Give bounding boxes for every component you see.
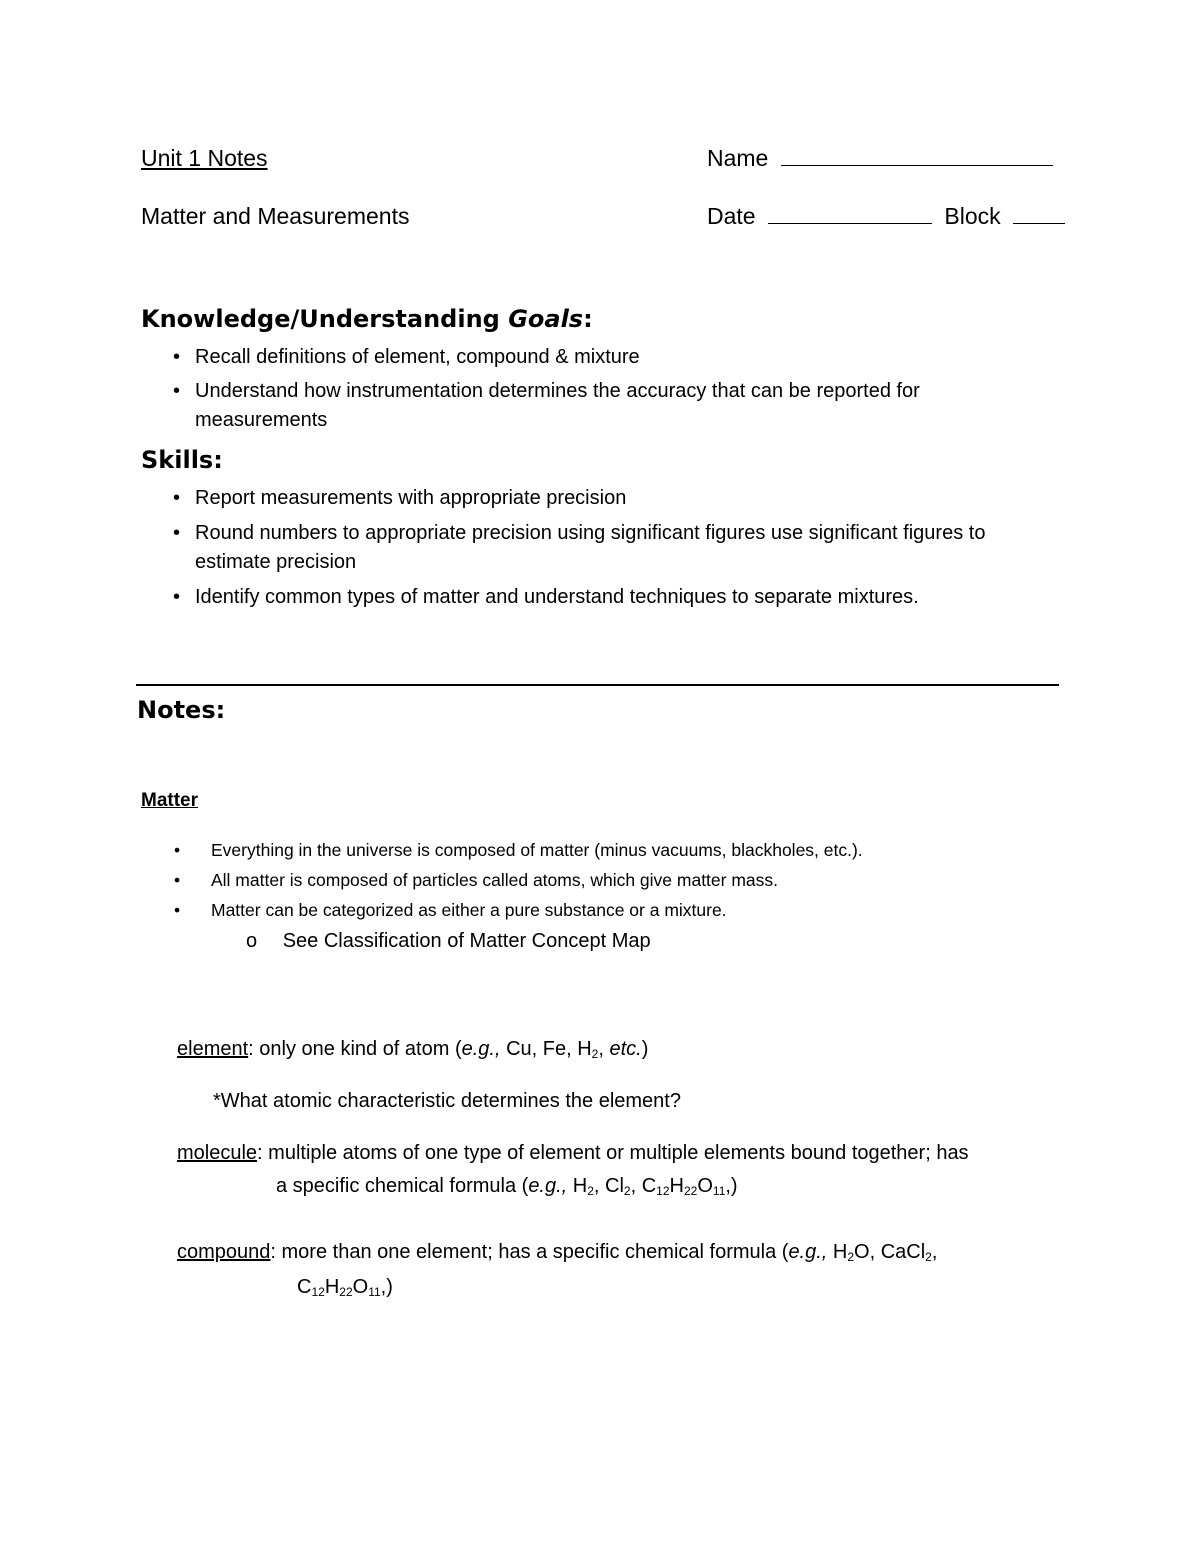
list-item: • Understand how instrumentation determines the accuracy that can be reported for xyxy=(0,377,1200,406)
molecule-term: molecule xyxy=(177,1142,258,1164)
list-item: • Round numbers to appropriate precision using significant figures use significant figures to xyxy=(0,519,1200,548)
list-item-continuation: estimate precision xyxy=(195,551,357,573)
matter-heading: Matter xyxy=(141,790,199,811)
list-item-continuation: measurements xyxy=(195,409,328,431)
bullet-icon: • xyxy=(173,522,181,544)
date-block-field[interactable] xyxy=(707,203,1065,230)
skills-list xyxy=(0,484,1200,612)
name-field[interactable] xyxy=(707,145,1053,172)
section-divider xyxy=(136,684,1059,686)
notes-heading: Notes: xyxy=(137,696,226,724)
bullet-icon: • xyxy=(173,586,181,608)
goals-list xyxy=(0,343,1200,435)
goals-heading: Knowledge/Understanding Goals: xyxy=(141,305,593,333)
compound-term: compound xyxy=(177,1241,271,1263)
list-item: • Matter can be categorized as either a pure substance or a mixture. xyxy=(174,900,727,920)
compound-definition-line2: $C_{12}H_{22}O_{11}$,) xyxy=(297,1276,393,1299)
date-blank[interactable] xyxy=(768,205,932,224)
block-label: Block xyxy=(944,203,1001,229)
unit-title: Unit 1 Notes xyxy=(141,145,268,171)
bullet-icon: • xyxy=(174,840,181,860)
block-blank[interactable] xyxy=(1013,205,1065,224)
list-item: • Report measurements with appropriate precision xyxy=(0,484,1200,519)
name-label: Name xyxy=(707,145,769,171)
matter-bullets xyxy=(0,840,1200,930)
name-blank[interactable] xyxy=(781,147,1053,166)
bullet-icon: • xyxy=(173,346,181,368)
element-term: element xyxy=(177,1038,249,1060)
list-item: • Recall definitions of element, compound & mixture xyxy=(0,343,1200,377)
molecule-definition: molecule: multiple atoms of one type of element or multiple elements bound together; has xyxy=(177,1142,969,1164)
element-question: *What atomic characteristic determines the element? xyxy=(213,1090,681,1112)
topic-title: Matter and Measurements xyxy=(141,203,410,229)
compound-definition: compound: more than one element; has a specific chemical formula (e.g., $H_2O$, CaCl$_2$, xyxy=(177,1241,938,1264)
element-definition: element: only one kind of atom (e.g., Cu, Fe, $H_2$, etc.) xyxy=(177,1038,649,1061)
bullet-icon: • xyxy=(173,380,181,402)
date-label: Date xyxy=(707,203,756,229)
bullet-icon: • xyxy=(173,487,181,509)
circle-bullet-icon: o xyxy=(246,930,258,952)
list-item: • Identify common types of matter and understand techniques to separate mixtures. xyxy=(0,583,1200,612)
skills-heading: Skills: xyxy=(141,446,223,474)
molecule-definition-line2: a specific chemical formula (e.g., $H_2$, $Cl_2$, $C_{12}H_{22}O_{11}$,) xyxy=(276,1175,738,1198)
bullet-icon: • xyxy=(174,900,181,920)
list-item: • All matter is composed of particles called atoms, which give matter mass. xyxy=(174,870,779,890)
bullet-icon: • xyxy=(174,870,181,890)
list-item: • Everything in the universe is composed of matter (minus vacuums, blackholes, etc.). xyxy=(174,840,863,860)
sub-bullet: o See Classification of Matter Concept Map xyxy=(246,930,651,952)
